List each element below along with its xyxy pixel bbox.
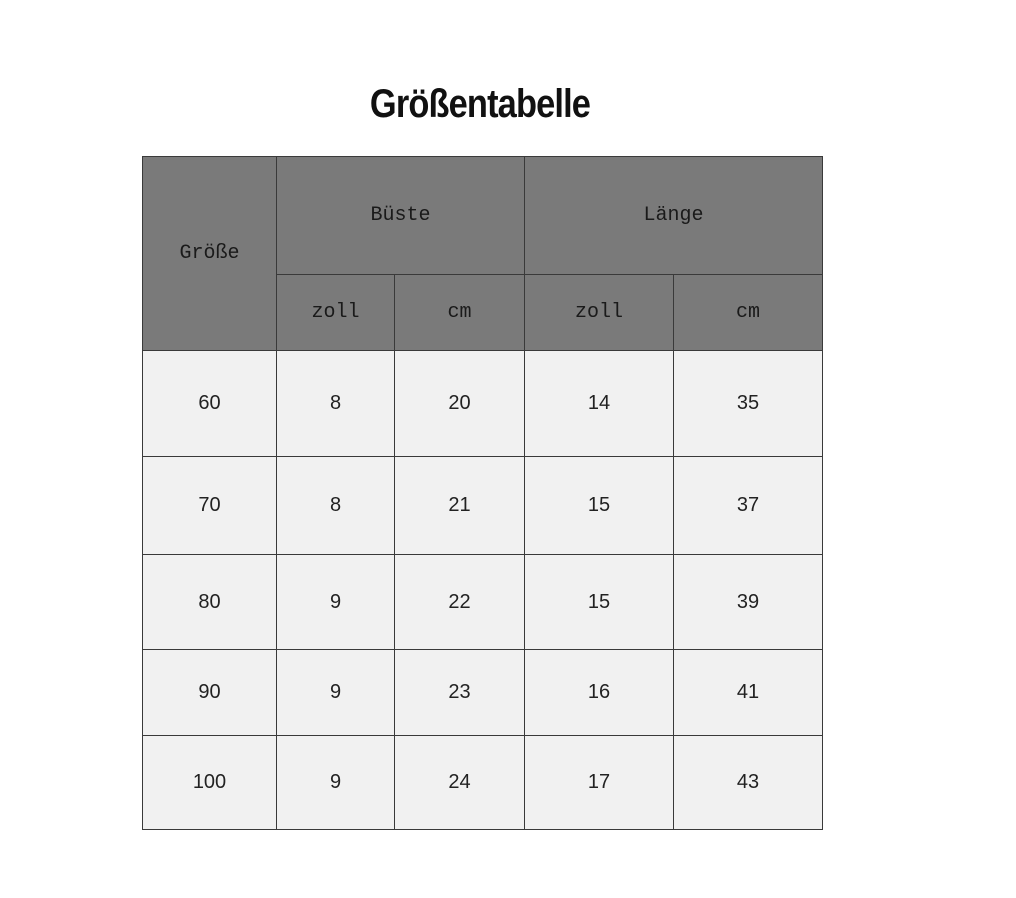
cell-bust-cm: 20	[395, 351, 525, 457]
cell-size: 90	[143, 650, 277, 736]
subheader-bust-inch: zoll	[277, 275, 395, 351]
table-row	[143, 457, 823, 555]
header-length: Länge	[525, 157, 823, 275]
cell-bust-inch: 8	[277, 457, 395, 555]
subheader-length-inch: zoll	[525, 275, 674, 351]
cell-length-cm: 43	[674, 736, 823, 830]
cell-length-inch: 15	[525, 457, 674, 555]
size-table	[142, 156, 823, 830]
table-row	[143, 351, 823, 457]
header-size: Größe	[143, 157, 277, 351]
cell-length-inch: 17	[525, 736, 674, 830]
cell-length-cm: 35	[674, 351, 823, 457]
cell-size: 60	[143, 351, 277, 457]
cell-length-inch: 15	[525, 555, 674, 650]
cell-length-cm: 37	[674, 457, 823, 555]
cell-bust-cm: 24	[395, 736, 525, 830]
cell-bust-cm: 22	[395, 555, 525, 650]
cell-size: 70	[143, 457, 277, 555]
cell-bust-inch: 8	[277, 351, 395, 457]
cell-length-inch: 14	[525, 351, 674, 457]
cell-bust-inch: 9	[277, 555, 395, 650]
cell-size: 80	[143, 555, 277, 650]
subheader-length-cm: cm	[674, 275, 823, 351]
table-row	[143, 555, 823, 650]
header-bust: Büste	[277, 157, 525, 275]
cell-length-cm: 39	[674, 555, 823, 650]
cell-length-inch: 16	[525, 650, 674, 736]
header-row	[143, 157, 823, 275]
cell-bust-inch: 9	[277, 650, 395, 736]
subheader-bust-cm: cm	[395, 275, 525, 351]
table-row	[143, 736, 823, 830]
cell-bust-inch: 9	[277, 736, 395, 830]
cell-bust-cm: 21	[395, 457, 525, 555]
table-row	[143, 650, 823, 736]
cell-length-cm: 41	[674, 650, 823, 736]
cell-bust-cm: 23	[395, 650, 525, 736]
page-title: Größentabelle	[369, 82, 591, 126]
cell-size: 100	[143, 736, 277, 830]
